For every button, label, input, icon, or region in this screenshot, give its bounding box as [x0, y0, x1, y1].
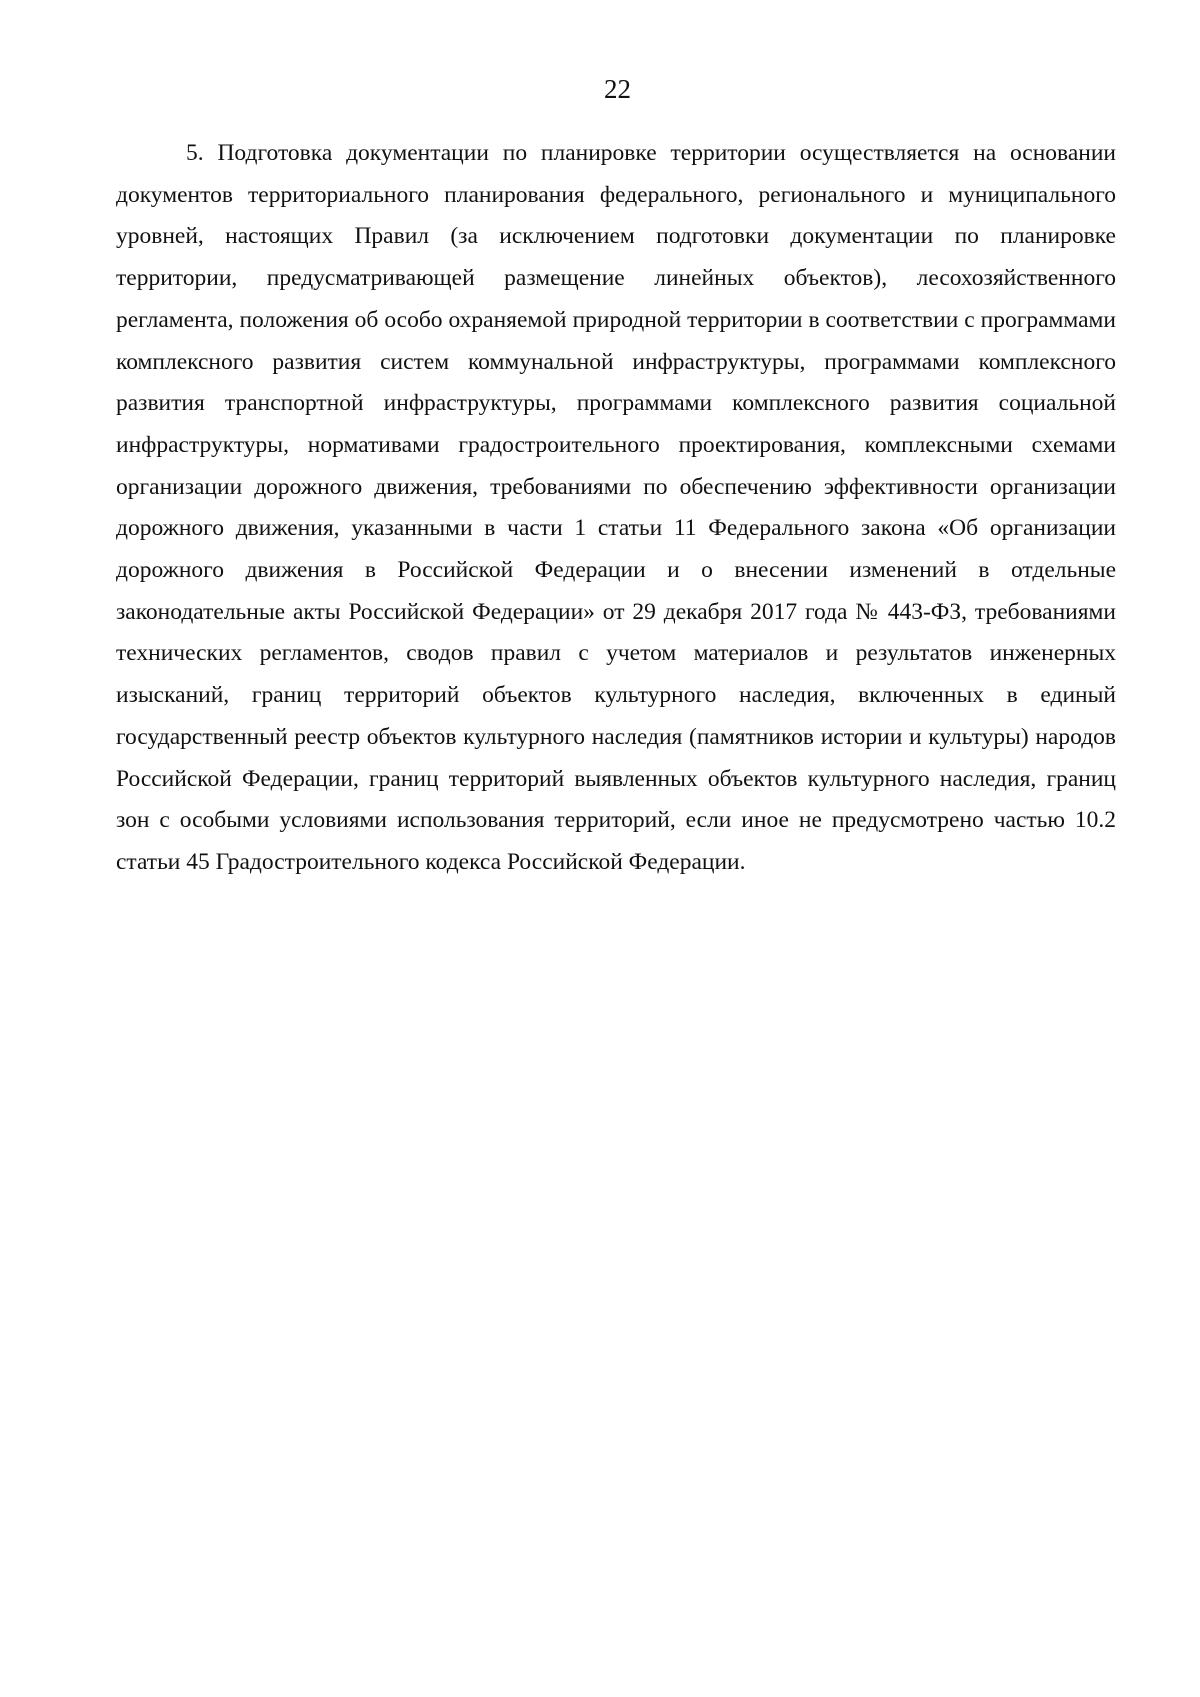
paragraph-5: 5. Подготовка документации по планировке территории осуществляется на основании документов территориального планирования федерального, регионального и муниципального уровней, настоящих Правил (за исключением подготовки документации по планировке территории, предусматривающей размещение линейных объектов), лесохозяйственного регламента, положения об особо охраняемой природной территории в соответствии с программами комплексного развития систем коммунальной инфраструктуры, программами комплексного развития транспортной инфраструктуры, программами комплексного развития социальной инфраструктуры, нормативами градостроительного проектирования, комплексными схемами организации дорожного движения, требованиями по обеспечению эффективности организации дорожного движения, указанными в части 1 статьи 11 Федерального закона «Об организации дорожного движения в Российской Федерации и о внесении изменений в отдельные законодательные акты Российской Федерации» от 29 декабря 2017 года № 443-ФЗ, требованиями технических регламентов, сводов правил с учетом материалов и результатов инженерных изысканий, границ территорий объектов культурного наследия, включенных в единый государственный реестр объектов культурного наследия (памятников истории и культуры) народов Российской Федерации, границ территорий выявленных объектов культурного наследия, границ зон с особыми условиями использования территорий, если иное не предусмотрено частью 10.2 статьи 45 Градостроительного кодекса Российской Федерации. — [116, 140, 1116, 875]
page-number: 22 — [604, 74, 631, 104]
